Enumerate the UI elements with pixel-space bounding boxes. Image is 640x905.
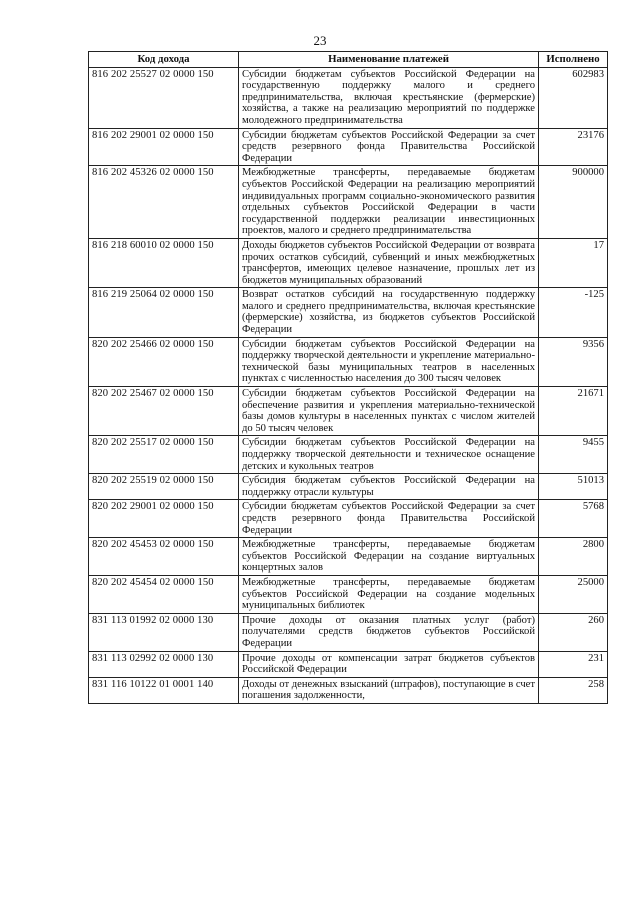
payment-name: Прочие доходы от оказания платных услуг (работ) получателями средств бюджетов субъектов Российской Федерации [239, 613, 539, 651]
executed-amount: 51013 [539, 474, 608, 500]
payment-name: Субсидии бюджетам субъектов Российской Федерации на поддержку творческой деятельности и укрепление материально-технической базы муниципальных театров в населенных пунктах с численностью населения до 300 тысяч человек [239, 337, 539, 386]
executed-amount: 602983 [539, 67, 608, 128]
payment-name: Субсидии бюджетам субъектов Российской Федерации на государственную поддержку малого и среднего предпринимательства, включая крестьянские (фермерские) хозяйства, а также на реализацию мероприятий по поддержке молодежного предпринимательства [239, 67, 539, 128]
executed-amount: 2800 [539, 538, 608, 576]
revenue-code: 816 218 60010 02 0000 150 [89, 238, 239, 287]
revenue-code: 831 113 01992 02 0000 130 [89, 613, 239, 651]
table-row [89, 337, 608, 386]
payment-name: Субсидии бюджетам субъектов Российской Федерации за счет средств резервного фонда Правительства Российской Федерации [239, 500, 539, 538]
revenue-code: 820 202 25517 02 0000 150 [89, 436, 239, 474]
table-row [89, 128, 608, 166]
table-row [89, 387, 608, 436]
payment-name: Возврат остатков субсидий на государственную поддержку малого и среднего предпринимательства, включая крестьянские (фермерские) хозяйства, из бюджетов субъектов Российской Федерации [239, 288, 539, 337]
payment-name: Межбюджетные трансферты, передаваемые бюджетам субъектов Российской Федерации на создание виртуальных концертных залов [239, 538, 539, 576]
table-row [89, 677, 608, 703]
executed-amount: 258 [539, 677, 608, 703]
table-row [89, 238, 608, 287]
executed-amount: 900000 [539, 166, 608, 239]
table-row [89, 538, 608, 576]
table-row [89, 474, 608, 500]
table-row [89, 651, 608, 677]
table-row [89, 67, 608, 128]
revenue-code: 816 202 45326 02 0000 150 [89, 166, 239, 239]
payment-name: Доходы бюджетов субъектов Российской Федерации от возврата прочих остатков субсидий, субвенций и иных межбюджетных трансфертов, имеющих целевое назначение, прошлых лет из бюджетов муниципальных образований [239, 238, 539, 287]
payment-name: Субсидии бюджетам субъектов Российской Федерации на обеспечение развития и укрепления материально-технической базы домов культуры в населенных пунктах с числом жителей до 50 тысяч человек [239, 387, 539, 436]
executed-amount: -125 [539, 288, 608, 337]
table-row [89, 436, 608, 474]
table-row [89, 613, 608, 651]
revenue-code: 820 202 45454 02 0000 150 [89, 575, 239, 613]
payment-name: Субсидии бюджетам субъектов Российской Федерации за счет средств резервного фонда Правительства Российской Федерации [239, 128, 539, 166]
executed-amount: 9356 [539, 337, 608, 386]
header-name: Наименование платежей [239, 52, 539, 68]
revenue-code: 816 219 25064 02 0000 150 [89, 288, 239, 337]
header-code: Код дохода [89, 52, 239, 68]
header-amount: Исполнено [539, 52, 608, 68]
revenue-code: 820 202 29001 02 0000 150 [89, 500, 239, 538]
executed-amount: 25000 [539, 575, 608, 613]
revenue-code: 820 202 25519 02 0000 150 [89, 474, 239, 500]
executed-amount: 21671 [539, 387, 608, 436]
executed-amount: 9455 [539, 436, 608, 474]
revenue-code: 816 202 25527 02 0000 150 [89, 67, 239, 128]
executed-amount: 5768 [539, 500, 608, 538]
table-row [89, 500, 608, 538]
table-header-row [89, 52, 608, 68]
table-row [89, 575, 608, 613]
executed-amount: 17 [539, 238, 608, 287]
payment-name: Доходы от денежных взысканий (штрафов), поступающие в счет погашения задолженности, [239, 677, 539, 703]
payment-name: Прочие доходы от компенсации затрат бюджетов субъектов Российской Федерации [239, 651, 539, 677]
revenue-code: 820 202 25466 02 0000 150 [89, 337, 239, 386]
executed-amount: 260 [539, 613, 608, 651]
revenue-table [88, 51, 608, 704]
revenue-code: 820 202 45453 02 0000 150 [89, 538, 239, 576]
table-row [89, 288, 608, 337]
payment-name: Субсидия бюджетам субъектов Российской Федерации на поддержку отрасли культуры [239, 474, 539, 500]
table-row [89, 166, 608, 239]
revenue-code: 831 113 02992 02 0000 130 [89, 651, 239, 677]
revenue-code: 820 202 25467 02 0000 150 [89, 387, 239, 436]
revenue-code: 816 202 29001 02 0000 150 [89, 128, 239, 166]
payment-name: Субсидии бюджетам субъектов Российской Федерации на поддержку творческой деятельности и техническое оснащение детских и кукольных театров [239, 436, 539, 474]
payment-name: Межбюджетные трансферты, передаваемые бюджетам субъектов Российской Федерации на создание модельных муниципальных библиотек [239, 575, 539, 613]
executed-amount: 23176 [539, 128, 608, 166]
executed-amount: 231 [539, 651, 608, 677]
revenue-code: 831 116 10122 01 0001 140 [89, 677, 239, 703]
payment-name: Межбюджетные трансферты, передаваемые бюджетам субъектов Российской Федерации на реализацию мероприятий индивидуальных программ социально-экономического развития отдельных субъектов Российской Федерации в части государственной поддержки реализации инвестиционных проектов, малого и среднего предпринимательства [239, 166, 539, 239]
page-number: 23 [313, 33, 327, 48]
